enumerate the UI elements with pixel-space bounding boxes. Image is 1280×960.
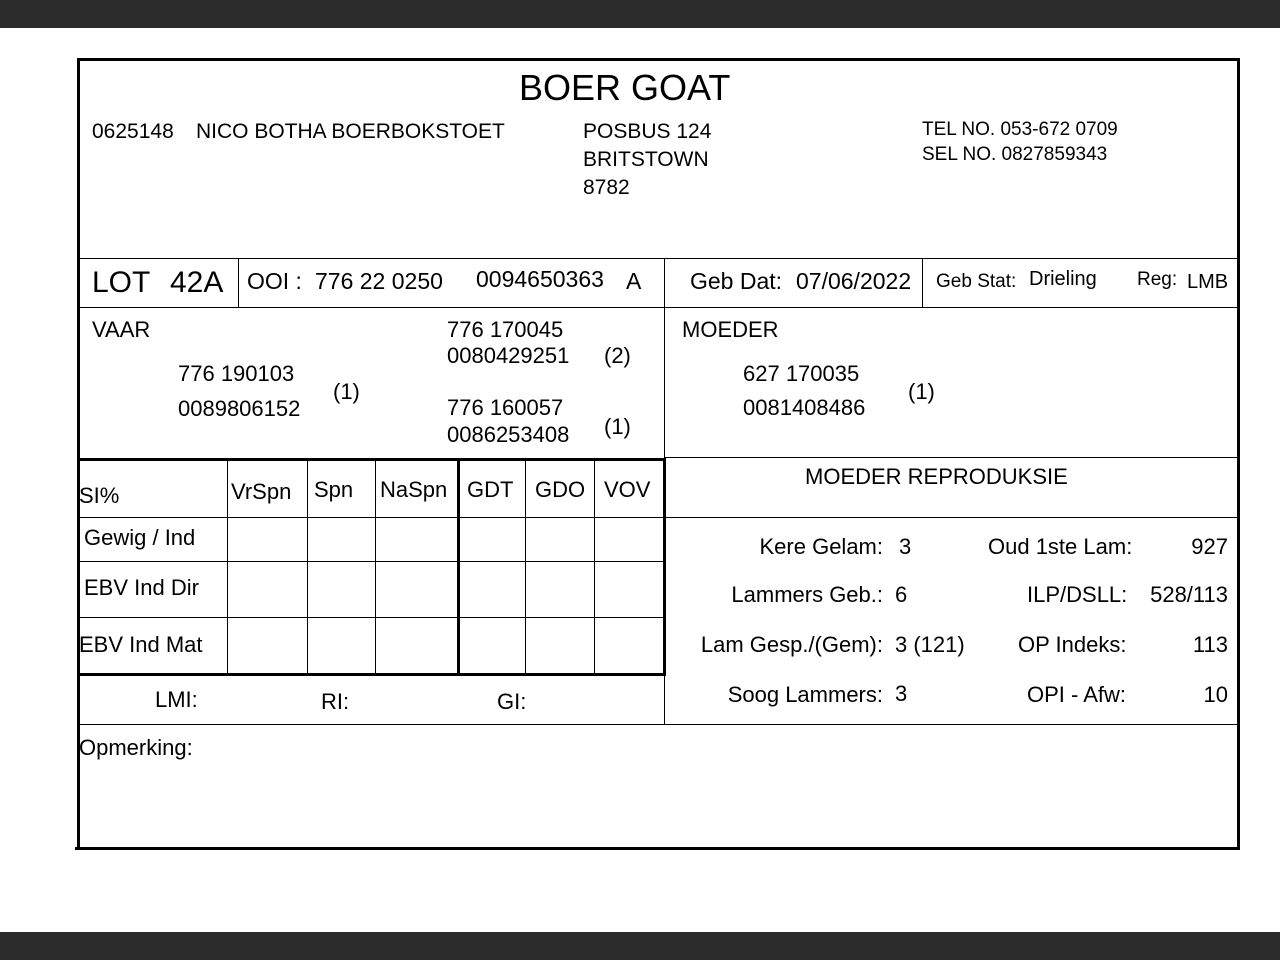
repro-left-value-2: 6 [895, 582, 908, 607]
divider-ewe [664, 258, 665, 307]
row-ebv-mat: EBV Ind Mat [79, 632, 203, 657]
repro-right-label-2: ILP/DSLL: [1027, 582, 1128, 607]
repro-right-value-1: 927 [1191, 534, 1228, 559]
repro-left-label-1: Kere Gelam: [759, 534, 883, 559]
repro-left-label-3: Lam Gesp./(Gem): [700, 632, 883, 657]
table-col-5 [525, 459, 526, 675]
ri-label: RI: [321, 689, 350, 714]
dam-id: 627 170035 [743, 361, 860, 386]
reg-value: LMB [1187, 271, 1229, 293]
dam-of-sire-reg-no: 0086253408 [447, 422, 570, 447]
table-row-2 [80, 561, 664, 562]
ewe-id: 776 22 0250 [315, 268, 443, 294]
birth-date: 07/06/2022 [796, 268, 912, 294]
address-line-2: BRITSTOWN [583, 148, 709, 171]
repro-left-value-4: 3 [895, 681, 908, 706]
birth-date-label: Geb Dat: [690, 268, 783, 294]
dam-note: (1) [908, 379, 935, 404]
divider-lot [238, 258, 239, 307]
remarks-label: Opmerking: [79, 735, 193, 760]
birth-stat-label: Geb Stat: [936, 271, 1017, 292]
border-right [1237, 58, 1240, 850]
page-title: BOER GOAT [519, 67, 731, 108]
lot-number: 42A [170, 266, 224, 299]
repro-right-label-3: OP Indeks: [1018, 632, 1127, 657]
ewe-reg-no: 0094650363 [476, 266, 604, 292]
dam-of-sire-id: 776 160057 [447, 395, 564, 420]
repro-left-label-4: Soog Lammers: [727, 682, 883, 707]
divider-lot-top [80, 258, 1238, 259]
repro-right-value-3: 113 [1192, 632, 1228, 657]
row-gewig: Gewig / Ind [84, 525, 196, 550]
sire-of-sire-reg-no: 0080429251 [447, 343, 570, 368]
divider-lot-bottom [80, 307, 1238, 308]
table-col-1 [227, 459, 228, 675]
row-ebv-dir: EBV Ind Dir [84, 575, 199, 600]
repro-left-value-1: 3 [899, 534, 912, 559]
col-gdo: GDO [535, 477, 586, 502]
birth-stat: Drieling [1029, 268, 1097, 290]
col-vrspn: VrSpn [231, 479, 292, 504]
tel-number: TEL NO. 053-672 0709 [922, 119, 1118, 140]
table-row-1 [80, 517, 1238, 518]
dam-of-sire-note: (1) [604, 414, 631, 439]
sire-label: VAAR [92, 317, 151, 342]
sire-reg-no: 0089806152 [178, 396, 301, 421]
divider-date [922, 258, 923, 307]
border-top [77, 58, 1239, 61]
breeder-name: NICO BOTHA BOERBOKSTOET [196, 120, 505, 143]
border-bottom [75, 847, 1240, 850]
sel-number: SEL NO. 0827859343 [922, 144, 1108, 165]
col-vov: VOV [604, 477, 651, 502]
table-corner: SI% [79, 483, 120, 508]
table-top-left [80, 458, 666, 461]
table-col-2 [307, 459, 308, 675]
address-line-3: 8782 [583, 176, 630, 199]
repro-right-value-4: 10 [1203, 682, 1228, 707]
table-top-right [664, 457, 1238, 458]
table-col-6 [594, 459, 595, 675]
table-row-3 [80, 617, 664, 618]
indices-bottom [80, 724, 1238, 725]
lot-label: LOT [92, 266, 151, 299]
sire-of-sire-note: (2) [604, 343, 631, 368]
repro-right-label-4: OPI - Afw: [1027, 682, 1127, 707]
ewe-grade: A [626, 268, 642, 294]
sire-id: 776 190103 [178, 361, 295, 386]
breeder-code: 0625148 [92, 120, 174, 143]
reproduction-title: MOEDER REPRODUKSIE [805, 464, 1068, 489]
table-bottom [80, 673, 666, 676]
dam-reg-no: 0081408486 [743, 395, 866, 420]
gi-label: GI: [497, 689, 527, 714]
dam-label: MOEDER [682, 317, 779, 342]
table-col-3 [375, 459, 376, 675]
ewe-label: OOI : [247, 268, 302, 294]
col-spn: Spn [314, 477, 354, 502]
repro-left-label-2: Lammers Geb.: [731, 582, 883, 607]
sire-of-sire-id: 776 170045 [447, 317, 564, 342]
repro-left-value-3: 3 (121) [895, 632, 965, 657]
repro-right-label-1: Oud 1ste Lam: [988, 534, 1133, 559]
border-left [77, 58, 80, 850]
address-line-1: POSBUS 124 [583, 120, 712, 143]
lmi-label: LMI: [155, 687, 198, 712]
table-col-7 [663, 459, 666, 675]
table-col-4 [457, 459, 460, 675]
reg-label: Reg: [1137, 269, 1178, 290]
repro-right-value-2: 528/113 [1150, 582, 1228, 607]
sire-note: (1) [333, 379, 360, 404]
col-naspn: NaSpn [380, 477, 448, 502]
col-gdt: GDT [467, 477, 514, 502]
